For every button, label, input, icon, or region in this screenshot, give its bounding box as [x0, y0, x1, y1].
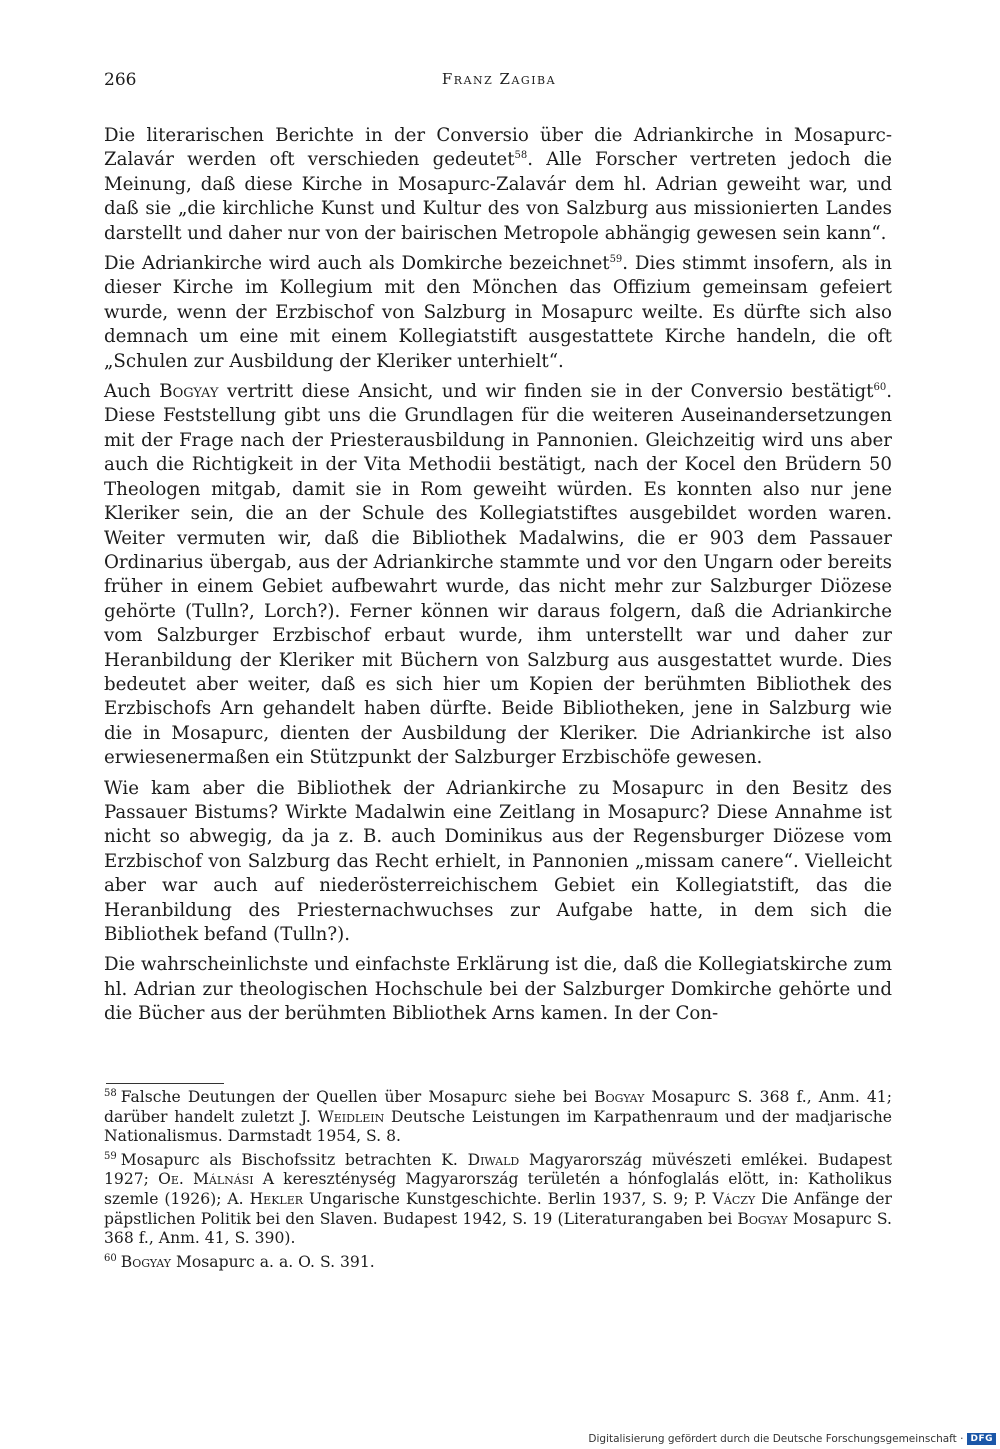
text-run: Auch [104, 381, 160, 403]
text-run: . Diese Feststellung gibt uns die Grundlagen für die weiteren Auseinandersetzungen mit der Frage nach der Priesterausbildung in Pannonien. Gleichzeitig wird uns aber auch die Richtigkeit in der Vita Methodii bestätigt, nach der Kocel den Brüdern 50 Theologen mitgab, damit sie in Rom geweiht würden. Es konnten also nur jene Kleriker sein, die an der Schule des Kollegiatstiftes ausgebildet worden waren. Weiter vermuten wir, daß die Bibliothek Madalwins, die er 903 dem Passauer Ordinarius übergab, aus der Adriankirche stammte und vor den Ungarn oder bereits früher in einem Gebiet aufbewahrt wurde, das nicht mehr zur Salzburger Diözese gehörte (Tulln?, Lorch?). Ferner können wir daraus folgern, daß die Adriankirche vom Salzburger Erzbischof erbaut wurde, ihm unterstellt war und daher zur Heranbildung der Kleriker mit Büchern von Salzburg aus ausgestattet wurde. Dies bedeutet aber weiter, daß es sich hier um Kopien der berühmten Bibliothek des Erzbischofs Arn gehandelt haben dürfte. Beide Bibliotheken, jene in Salzburg wie die in Mosapurc, dienten der Ausbildung der Kleriker. Die Adriankirche ist also erwiesenermaßen ein Stützpunkt der Salzburger Erzbischöfe gewesen. [104, 381, 892, 769]
text-run: Mosapurc S. 368 f., Anm. 41; darüber handelt zuletzt J. [104, 1088, 892, 1126]
text-run: Mosapurc als Bischofssitz betrachten K. [120, 1150, 468, 1169]
text-run: Ungarische Kunstgeschichte. Berlin 1937, S. 9; P. [303, 1189, 713, 1208]
author-name: Bogyay [737, 1209, 788, 1228]
author-name: Weidlein [317, 1107, 385, 1126]
paragraph [104, 380, 892, 771]
text-run: Die literarischen Berichte in der Conversio über die Adriankirche in Mosapurc-Zalavár werden oft verschieden gedeutet [104, 125, 892, 171]
author-name: Hekler [249, 1189, 304, 1208]
footnote-number: 58 [104, 1088, 117, 1099]
text-run: A kereszténység Magyarország területén a hónfoglalás elött, in: Katholikus szemle (1926); A. [104, 1170, 892, 1208]
paragraph [104, 124, 892, 246]
text-run: Mosapurc a. a. O. S. 391. [170, 1252, 375, 1271]
footnotes [104, 1088, 892, 1276]
author-name: Bogyay [120, 1252, 171, 1271]
footnote-rule [106, 1083, 224, 1084]
paragraph [104, 252, 892, 374]
text-run: . Alle Forscher vertreten jedoch die Meinung, daß diese Kirche in Mosapurc-Zalavár dem hl. Adrian geweiht war, und daß sie „die kirchliche Kunst und Kultur des von Salzburg aus missionierten Landes darstellt und daher nur von der bairischen Metropole abhängig gewesen sein kann“. [104, 149, 892, 244]
text-run: Deutsche Leistungen im Karpathenraum und der madjarische Nationalismus. Darmstadt 1954, S. 8. [104, 1107, 892, 1146]
paragraph: Die wahrscheinlichste und einfachste Erklärung ist die, daß die Kollegiatskirche zum hl. Adrian zur theologischen Hochschule bei der Salzburger Domkirche gehörte und die Bücher aus der berühmten Bibliothek Arns kamen. In der Con- [104, 954, 892, 1025]
author-name: Váczy [712, 1189, 756, 1208]
author-name: Oe. Málnási [158, 1170, 254, 1189]
digitization-credit [588, 1430, 1000, 1448]
text-run: Die Anfänge der päpstlichen Politik bei den Slaven. Budapest 1942, S. 19 (Literaturangaben bei [104, 1189, 892, 1228]
footnote-ref: 58 [514, 150, 528, 162]
text-run: Falsche Deutungen der Quellen über Mosapurc siehe bei [120, 1088, 595, 1106]
author-name: Diwald [467, 1150, 520, 1169]
paragraph: Wie kam aber die Bibliothek der Adriankirche zu Mosapurc in den Besitz des Passauer Bistums? Wirkte Madalwin eine Zeitlang in Mosapurc? Diese Annahme ist nicht so abwegig, da ja z. B. auch Dominikus aus der Regensburger Diözese vom Erzbischof von Salzburg das Recht erhielt, in Pannonien „missam canere“. Vielleicht aber war auch auf niederösterreichischem Gebiet ein Kollegiatstift, das die Heranbildung des Priesternachwuchses zur Aufgabe hatte, in dem sich die Bibliothek befand (Tulln?). [104, 777, 892, 945]
text-run: Die Adriankirche wird auch als Domkirche bezeichnet [104, 253, 610, 275]
text-run: Magyarország müvészeti emlékei. Budapest 1927; [104, 1150, 893, 1189]
page-header [104, 70, 894, 96]
footnote-58 [104, 1088, 892, 1147]
author-name: Bogyay [159, 381, 219, 403]
running-head: Franz Zagiba [441, 70, 557, 88]
footnote-ref: 59 [609, 254, 623, 266]
page-number: 266 [104, 70, 137, 90]
credit-text: Digitalisierung gefördert durch die Deutsche Forschungsgemeinschaft · [588, 1433, 964, 1445]
footnote-59 [104, 1151, 892, 1249]
author-name: Bogyay [594, 1088, 645, 1106]
text-run: Mosapurc S. 368 f., Anm. 41, S. 390). [104, 1209, 892, 1248]
footnote-ref: 60 [873, 382, 887, 394]
body-text [104, 124, 892, 1033]
footnote-60 [104, 1253, 892, 1273]
text-run: vertritt diese Ansicht, und wir finden sie in der Conversio bestätigt [218, 381, 874, 403]
text-run: . Dies stimmt insofern, als in dieser Kirche im Kollegium mit den Mönchen das Offizium gemeinsam gefeiert wurde, wenn der Erzbischof von Salzburg in Mosapurc weilte. Es dürfte sich also demnach um eine mit einem Kollegiatstift ausgestattete Kirche handeln, die oft „Schulen zur Ausbildung der Kleriker unterhielt“. [104, 253, 892, 372]
dfg-logo-icon: DFG [967, 1433, 996, 1445]
footnote-number: 60 [104, 1252, 117, 1264]
footnote-number: 59 [104, 1150, 117, 1162]
